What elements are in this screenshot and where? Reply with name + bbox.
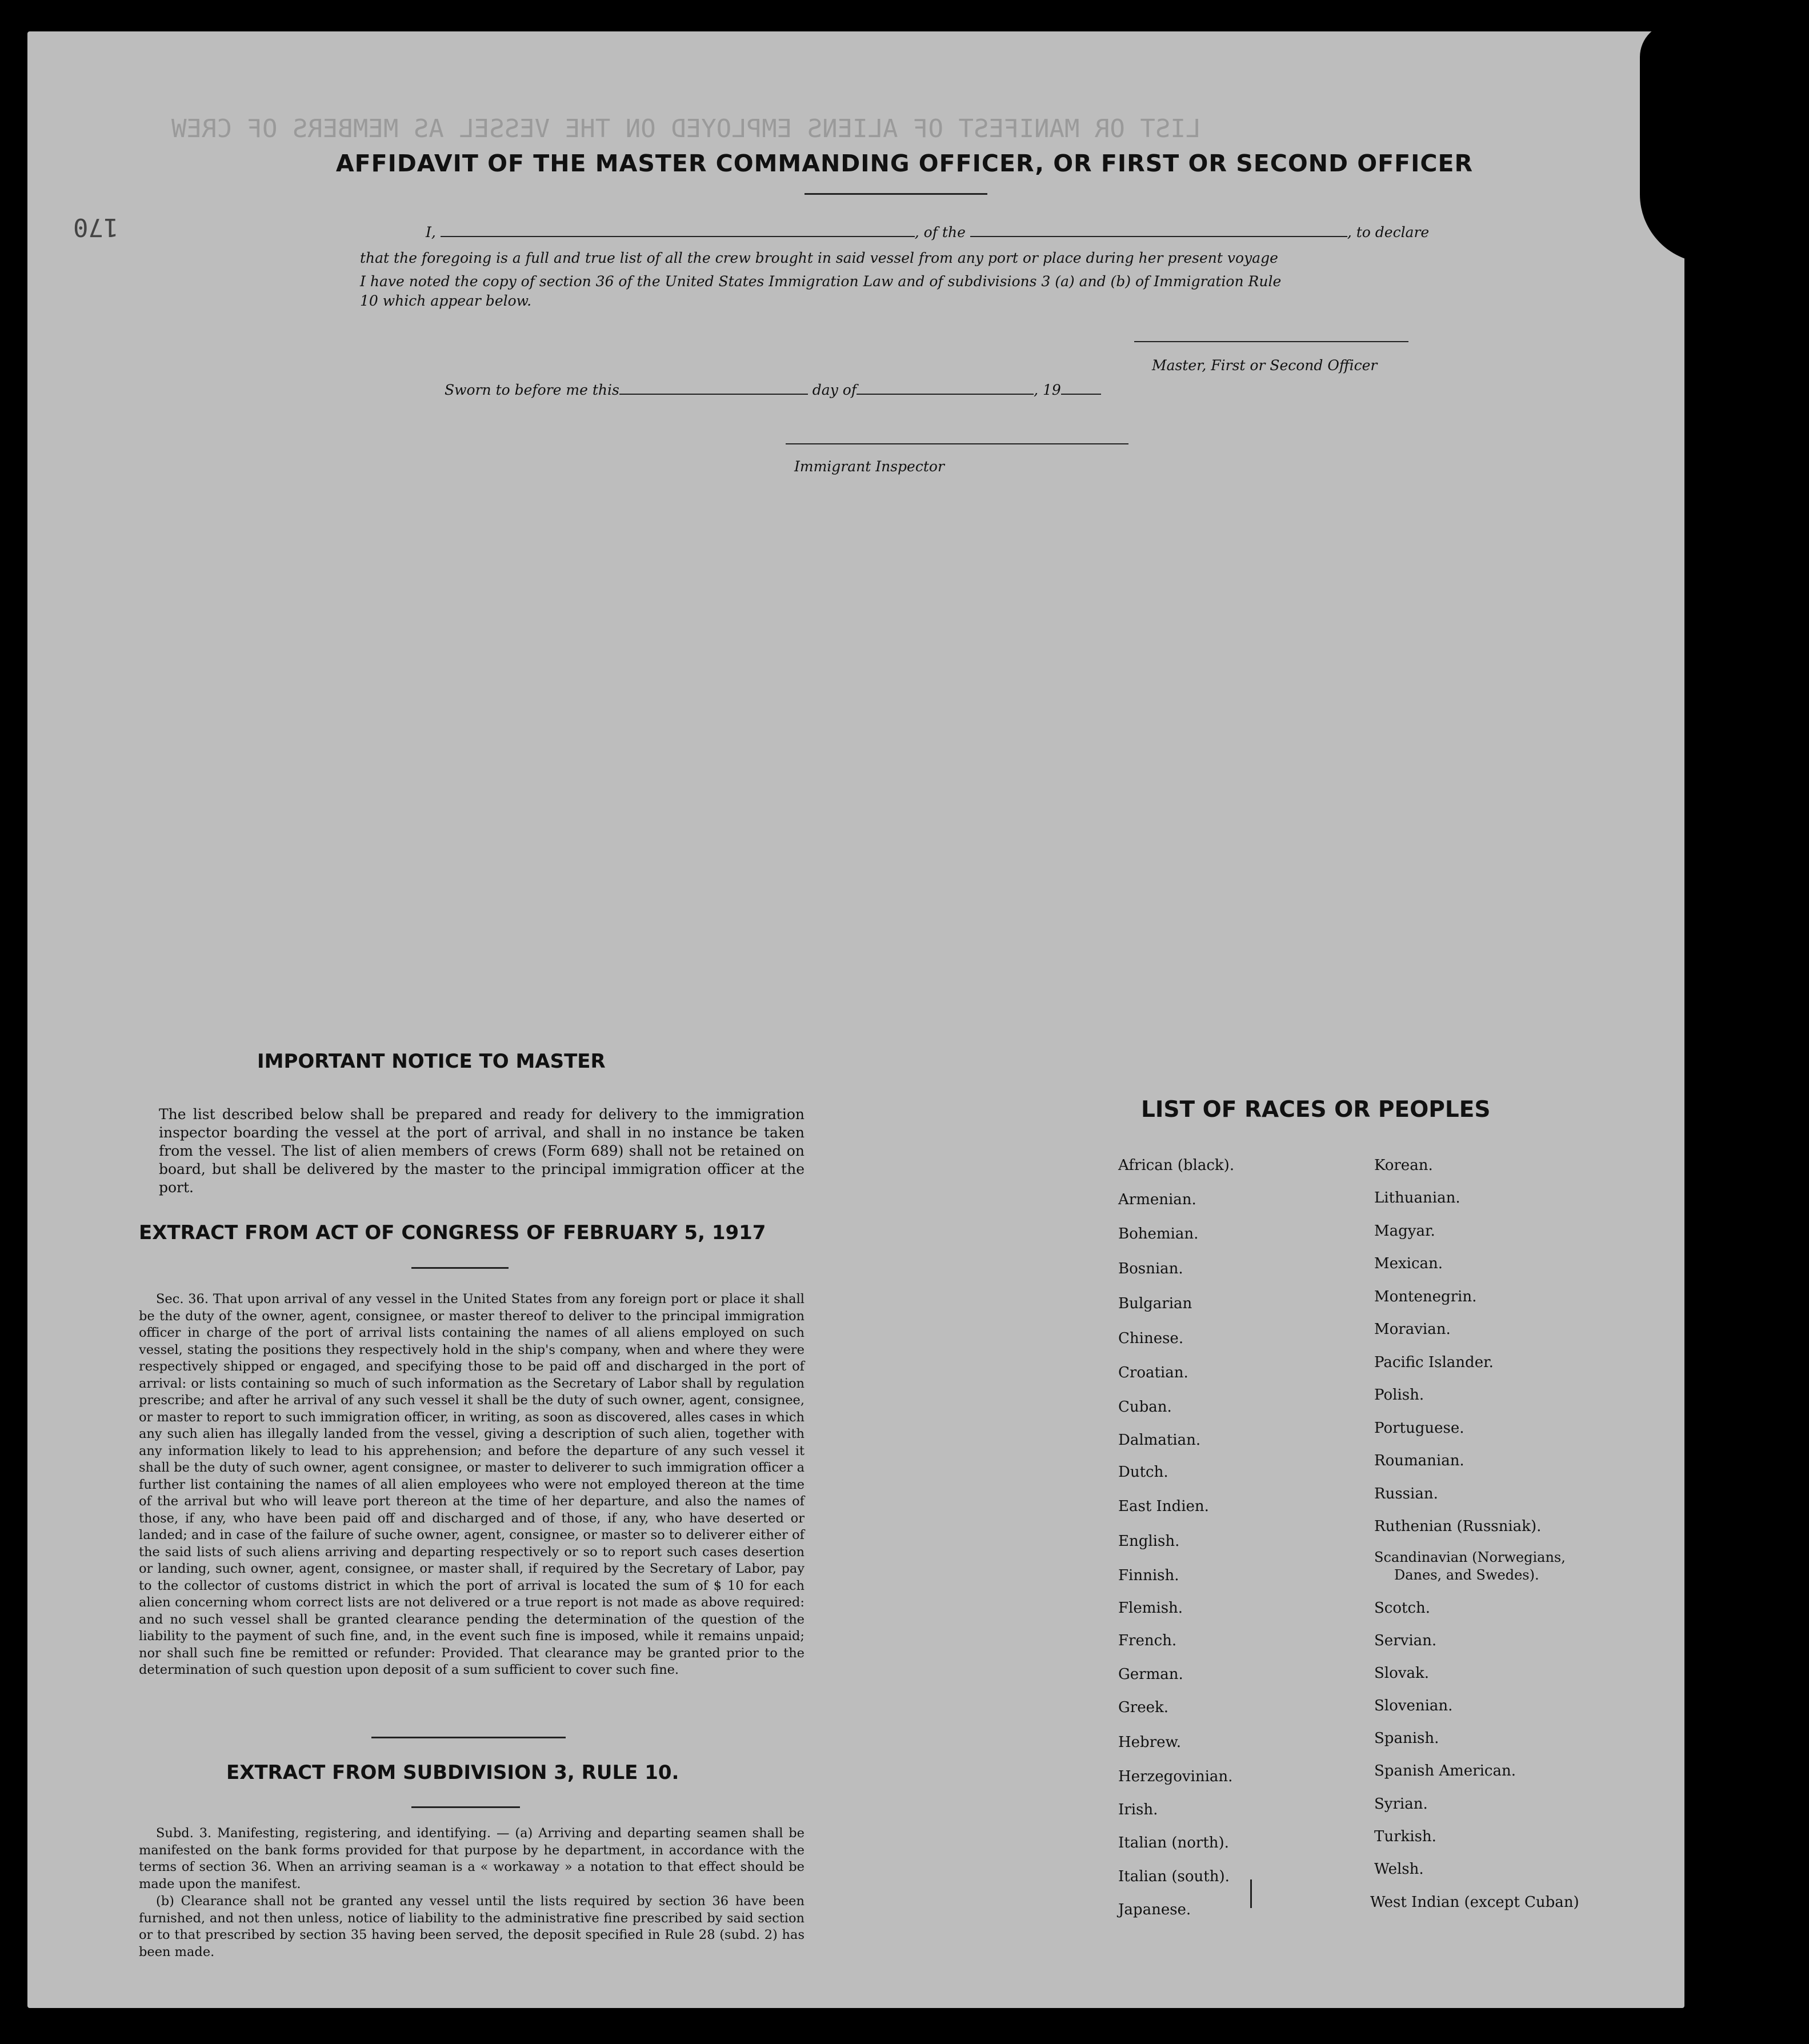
race-item: Scotch. [1374, 1600, 1431, 1617]
race-item: Dalmatian. [1118, 1432, 1201, 1449]
race-item: Welsh. [1374, 1861, 1424, 1878]
race-item: Syrian. [1374, 1795, 1428, 1813]
race-item: Slovenian. [1374, 1697, 1453, 1714]
year-label: , 19 [1034, 382, 1061, 398]
affidavit-line-4: 10 which appear below. [360, 292, 532, 309]
race-item: African (black). [1118, 1157, 1235, 1174]
race-item: Polish. [1374, 1386, 1424, 1404]
races-heading: LIST OF RACES OR PEOPLES [1141, 1097, 1491, 1123]
race-item: Magyar. [1374, 1223, 1435, 1240]
rule-divider [411, 1806, 520, 1808]
affidavit-title: AFFIDAVIT OF THE MASTER COMMANDING OFFICER, OR FIRST OR SECOND OFFICER [335, 150, 1474, 177]
section-divider [371, 1737, 566, 1738]
race-item: Russian. [1374, 1485, 1438, 1502]
race-item: Scandinavian (Norwegians, [1374, 1549, 1566, 1565]
race-item: Roumanian. [1374, 1452, 1464, 1469]
sworn-label: Sworn to before me this [445, 382, 619, 398]
act-heading: EXTRACT FROM ACT OF CONGRESS OF FEBRUARY 5, 1917 [139, 1221, 766, 1244]
inspector-signature-line[interactable] [786, 443, 1128, 444]
race-item: Herzegovinian. [1118, 1768, 1233, 1785]
race-item: Greek. [1118, 1699, 1168, 1716]
race-item: English. [1118, 1533, 1180, 1550]
race-item: Dutch. [1118, 1464, 1168, 1481]
race-item: Lithuanian. [1374, 1189, 1460, 1207]
race-item: Pacific Islander. [1374, 1354, 1494, 1371]
race-item: Spanish. [1374, 1730, 1439, 1747]
race-item: Italian (south). [1118, 1868, 1230, 1885]
notice-text: The list described below shall be prepared and ready for delivery to the immigration inspector boarding the vessel at the port of arrival, and shall in no instance be taken from the vessel. The list of alien members of crews (Form 689) shall not be retained on board, but shall be delivered by the master to the principal immigration officer at the port. [159, 1106, 805, 1196]
race-item: Slovak. [1374, 1665, 1429, 1682]
race-item: Bosnian. [1118, 1260, 1183, 1277]
binder-hole [1722, 633, 1747, 658]
title-divider [805, 193, 987, 195]
inspector-label: Immigrant Inspector [794, 458, 944, 475]
signature-line[interactable] [1134, 341, 1408, 342]
rule-heading: EXTRACT FROM SUBDIVISION 3, RULE 10. [226, 1761, 679, 1784]
day-of-label: day of [812, 382, 857, 398]
sworn-year-blank[interactable] [1061, 394, 1101, 395]
affidavit-line-2: that the foregoing is a full and true list of all the crew brought in said vessel from any port or place during her present voyage [360, 250, 1278, 266]
race-item: Bohemian. [1118, 1225, 1199, 1243]
rule-para-b: (b) Clearance shall not be granted any vessel until the lists required by section 36 have been furnished, and not then unless, notice of liability to the administrative fine prescribed by said section or to that prescribed by section 35 having been served, the deposit specified in Rule 28 (subd. 2) has been made. [139, 1894, 805, 1959]
race-item: Montenegrin. [1374, 1288, 1477, 1305]
master-label: Master, First or Second Officer [1152, 357, 1378, 374]
torn-corner [1640, 23, 1766, 263]
race-item: Spanish American. [1374, 1762, 1516, 1780]
race-item: Italian (north). [1118, 1834, 1229, 1851]
race-item: Turkish. [1374, 1828, 1436, 1845]
race-item: Flemish. [1118, 1600, 1183, 1617]
race-item: Croatian. [1118, 1364, 1188, 1381]
race-item: Ruthenian (Russniak). [1374, 1518, 1542, 1535]
race-item: Chinese. [1118, 1330, 1184, 1347]
act-divider [411, 1267, 509, 1269]
sworn-line [445, 382, 1101, 398]
race-item: East Indien. [1118, 1498, 1209, 1515]
i-label: I, [426, 224, 436, 241]
rule-para-a: Subd. 3. Manifesting, registering, and identifying. — (a) Arriving and departing seamen shall be manifested on the bank forms provided for that purpose by he department, in accordance with the terms of section 36. When an arriving seaman is a « workaway » a notation to that effect should be made upon the manifest. [139, 1826, 805, 1891]
race-item: German. [1118, 1666, 1183, 1683]
race-item: Korean. [1374, 1157, 1433, 1174]
race-item: Danes, and Swedes). [1394, 1567, 1539, 1583]
race-item: Japanese. [1118, 1901, 1191, 1918]
margin-page-number: 170 [73, 213, 119, 242]
column-divider [1250, 1879, 1252, 1908]
of-the-label: , of the [914, 224, 966, 241]
binder-hole [1722, 1292, 1747, 1317]
race-item: Bulgarian [1118, 1295, 1192, 1312]
affidavit-line-1 [426, 224, 1429, 241]
race-item: Servian. [1374, 1632, 1437, 1649]
binder-hole [1722, 1780, 1747, 1805]
race-item: Irish. [1118, 1801, 1158, 1818]
sworn-day-blank[interactable] [619, 394, 808, 395]
race-item: Hebrew. [1118, 1734, 1181, 1751]
race-item: Cuban. [1118, 1398, 1172, 1416]
binder-hole [1722, 334, 1747, 359]
notice-heading: IMPORTANT NOTICE TO MASTER [257, 1050, 606, 1073]
race-item: Finnish. [1118, 1567, 1179, 1584]
to-declare-label: , to declare [1347, 224, 1430, 241]
race-item: Moravian. [1374, 1321, 1451, 1338]
sworn-month-blank[interactable] [857, 394, 1034, 395]
bleed-through-heading: LIST OR MANIFEST OF ALIENS EMPLOYED ON THE VESSEL AS MEMBERS OF CREW [171, 114, 1201, 143]
race-item: Armenian. [1118, 1191, 1196, 1208]
vessel-blank[interactable] [970, 236, 1347, 237]
race-item: French. [1118, 1632, 1177, 1649]
race-item: Portuguese. [1374, 1420, 1464, 1437]
race-item: Mexican. [1374, 1255, 1443, 1272]
affidavit-line-3: I have noted the copy of section 36 of the United States Immigration Law and of subdivisions 3 (a) and (b) of Immigration Rule [360, 273, 1282, 290]
act-text: Sec. 36. That upon arrival of any vessel in the United States from any foreign port or place it shall be the duty of the owner, agent, consignee, or master thereof to deliver to the principal immigration officer in charge of the port of arrival lists containing the names of all aliens employed on such vessel, stating the positions they respectively hold in the ship's company, when and where they were respectively shipped or engaged, and specifying those to be paid off and discharged in the port of arrival: or lists containing so much of such information as the Secretary of Labor shall by regulation prescribe; and after he arrival of any such vessel it shall be the duty of such owner, agent, consignee, or master to report to such immigration officer, in writing, as soon as discovered, alles cases in which any such alien has illegally landed from the vessel, giving a description of such alien, together with any information likely to lead to his apprehension; and before the departure of any such vessel it shall be the duty of such owner, agent consignee, or master to deliverer to such immigration officer a further list containing the names of all alien employees who were not employed thereon at the time of the arrival but who will leave port thereon at the time of her departure, and also the names of those, if any, who have been paid off and discharged and of those, if any, who have deserted or landed; and in case of the failure of suche owner, agent, consignee, or master so to deliverer either of the said lists of such aliens arriving and departing respectively or so to report such cases desertion or landing, such owner, agent, consignee, or master shall, if required by the Secretary of Labor, pay to the collector of customs district in which the port of arrival is located the sum of $ 10 for each alien concerning whom correct lists are not delivered or a true report is not made as above required: and no such vessel shall be granted clearance pending the determination of the question of the liability to the payment of such fine, and, in the event such fine is imposed, while it remains unpaid; nor shall such fine be remitted or refunder: Provided. That clearance may be granted prior to the determination of such question upon deposit of a sum sufficient to cover such fine. [139, 1292, 805, 1677]
name-blank[interactable] [441, 236, 915, 237]
binder-hole [1722, 726, 1747, 751]
binder-hole [1722, 1385, 1747, 1410]
race-item: West Indian (except Cuban) [1370, 1894, 1579, 1911]
faint-stamp-watermark [606, 628, 891, 1885]
binder-hole [1722, 1687, 1747, 1712]
